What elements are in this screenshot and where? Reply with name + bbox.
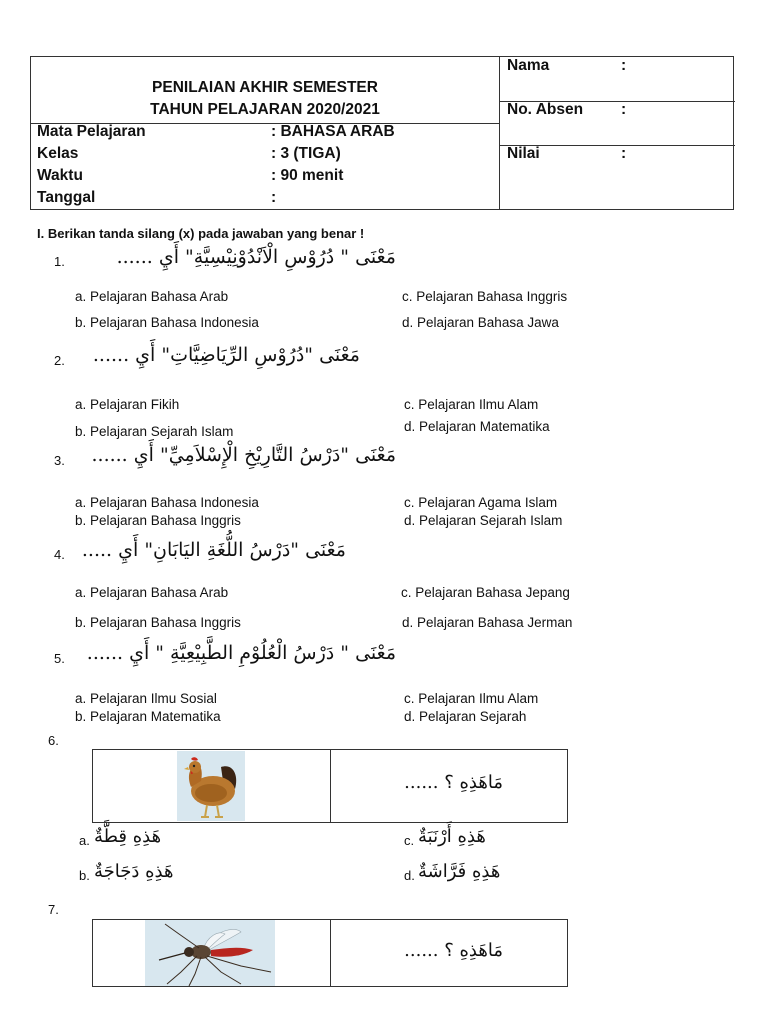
option-c[interactable]: c. Pelajaran Agama Islam [404,495,558,510]
header-box [30,56,734,210]
option-d[interactable]: d. Pelajaran Sejarah [404,709,527,724]
option-a[interactable]: a. Pelajaran Ilmu Sosial [75,691,217,706]
header-title-line2: TAHUN PELAJARAN 2020/2021 [150,101,380,118]
question-image-table [92,919,568,987]
option-b[interactable]: b. Pelajaran Sejarah Islam [75,424,234,439]
field-label-class: Kelas [37,145,79,162]
question-number: 2. [54,353,65,368]
question-arabic: مَعْنَى " دُرُوْسِ الْاَنْدُوْنِيْسِيَّةِ" أَيِ ...... [116,246,396,268]
option-a[interactable]: a. Pelajaran Fikih [75,397,180,412]
chicken-image [177,751,245,821]
option-b[interactable]: b. Pelajaran Bahasa Inggris [75,615,241,630]
question-number: 7. [48,902,59,917]
option-a[interactable]: a. Pelajaran Bahasa Arab [75,585,229,600]
question-prompt: مَاهَذِهِ ؟ ...... [404,940,503,961]
question-arabic: مَعْنَى "دَرْسُ اللُّغَةِ اليَابَانِ" أَيِ ..... [81,539,346,561]
option-b[interactable]: هَذِهِ دَجَاجَةٌ [94,861,174,882]
field-label-name: Nama [507,57,550,74]
option-a[interactable]: هَذِهِ قِطَّةٌ [94,826,162,847]
option-letter-b: b. [79,868,90,883]
field-colon-name: : [621,57,627,74]
question-arabic: مَعْنَى "دُرُوْسِ الرِّيَاضِيَّاتِ" أَيِ ...... [92,344,360,366]
field-label-score: Nilai [507,145,540,162]
option-c[interactable]: هَذِهِ أَرْنَبَةٌ [418,826,486,847]
option-letter-c: c. [404,833,415,848]
question-number: 1. [54,254,65,269]
question-number: 6. [48,733,59,748]
option-d[interactable]: d. Pelajaran Sejarah Islam [404,513,563,528]
field-colon-score: : [621,145,627,162]
field-value-date: : [271,189,277,206]
option-d[interactable]: هَذِهِ فَرَّاشَةٌ [418,861,501,882]
question-image-table [92,749,568,823]
field-value-subject: : BAHASA ARAB [271,123,395,140]
field-value-class: : 3 (TIGA) [271,145,341,162]
question-number: 4. [54,547,65,562]
option-a[interactable]: a. Pelajaran Bahasa Arab [75,289,229,304]
question-arabic: مَعْنَى " دَرْسُ الْعُلُوْمِ الطَّبِيْعِيَّةِ " أَيِ ...... [86,642,396,664]
header-title-line1: PENILAIAN AKHIR SEMESTER [152,79,378,96]
field-label-date: Tanggal [37,189,96,206]
option-c[interactable]: c. Pelajaran Ilmu Alam [404,397,539,412]
field-label-time: Waktu [37,167,83,184]
option-letter-a: a. [79,833,90,848]
option-b[interactable]: b. Pelajaran Bahasa Inggris [75,513,241,528]
option-d[interactable]: d. Pelajaran Matematika [404,419,550,434]
question-number: 3. [54,453,65,468]
question-prompt: مَاهَذِهِ ؟ ...... [404,772,503,793]
section-instruction: I. Berikan tanda silang (x) pada jawaban yang benar ! [37,226,365,241]
option-c[interactable]: c. Pelajaran Ilmu Alam [404,691,539,706]
option-b[interactable]: b. Pelajaran Bahasa Indonesia [75,315,259,330]
mosquito-image [145,920,275,986]
option-b[interactable]: b. Pelajaran Matematika [75,709,221,724]
option-c[interactable]: c. Pelajaran Bahasa Jepang [401,585,570,600]
question-arabic: مَعْنَى "دَرْسُ التَّارِيْخِ الْإِسْلاَمِيِّ" أَيِ ...... [91,444,396,466]
option-a[interactable]: a. Pelajaran Bahasa Indonesia [75,495,259,510]
field-label-subject: Mata Pelajaran [37,123,146,140]
field-label-absen: No. Absen [507,101,584,118]
option-c[interactable]: c. Pelajaran Bahasa Inggris [402,289,568,304]
option-d[interactable]: d. Pelajaran Bahasa Jawa [402,315,559,330]
option-letter-d: d. [404,868,415,883]
question-number: 5. [54,651,65,666]
field-value-time: : 90 menit [271,167,344,184]
field-colon-absen: : [621,101,627,118]
option-d[interactable]: d. Pelajaran Bahasa Jerman [402,615,573,630]
